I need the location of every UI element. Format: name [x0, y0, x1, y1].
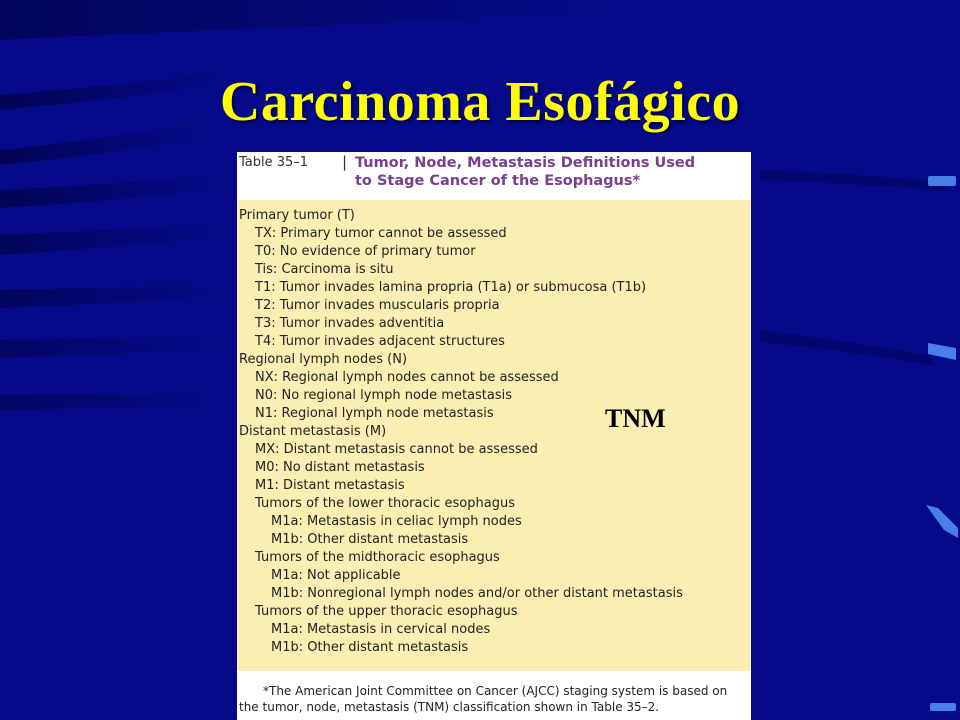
slide-title: Carcinoma Esofágico: [219, 71, 741, 133]
subsection-lower-thoracic: Tumors of the lower thoracic esophagus: [255, 496, 515, 511]
table-row: M1b: Other distant metastasis: [271, 640, 469, 655]
table-number: Table 35–1: [239, 155, 309, 170]
tnm-table-figure: [237, 152, 751, 720]
table-row: M1: Distant metastasis: [255, 478, 405, 493]
section-heading-primary-tumor: Primary tumor (T): [239, 208, 355, 223]
table-row: M1a: Not applicable: [271, 568, 401, 583]
table-row: T2: Tumor invades muscularis propria: [255, 298, 500, 313]
table-caption-line1: Tumor, Node, Metastasis Definitions Used: [355, 155, 696, 171]
table-row: T0: No evidence of primary tumor: [255, 244, 476, 259]
table-row: T4: Tumor invades adjacent structures: [255, 334, 505, 349]
table-row: M1a: Metastasis in cervical nodes: [271, 622, 491, 637]
table-row: M1a: Metastasis in celiac lymph nodes: [271, 514, 522, 529]
table-row: NX: Regional lymph nodes cannot be assessed: [255, 370, 559, 385]
subsection-upper-thoracic: Tumors of the upper thoracic esophagus: [255, 604, 518, 619]
tnm-annotation: TNM: [605, 404, 666, 433]
table-row: T3: Tumor invades adventitia: [255, 316, 445, 331]
table-row: M0: No distant metastasis: [255, 460, 425, 475]
table-header: [237, 152, 751, 200]
section-heading-regional-lymph-nodes: Regional lymph nodes (N): [239, 352, 408, 367]
table-row: TX: Primary tumor cannot be assessed: [255, 226, 507, 241]
subsection-midthoracic: Tumors of the midthoracic esophagus: [255, 550, 500, 565]
table-row: Tis: Carcinoma is situ: [255, 262, 394, 277]
table-row: N0: No regional lymph node metastasis: [255, 388, 513, 403]
table-row: N1: Regional lymph node metastasis: [255, 406, 494, 421]
table-row: M1b: Nonregional lymph nodes and/or other distant metastasis: [271, 586, 683, 601]
table-caption-line2: to Stage Cancer of the Esophagus*: [355, 173, 641, 189]
table-caption: [355, 154, 751, 190]
table-separator: |: [342, 153, 348, 171]
table-row: T1: Tumor invades lamina propria (T1a) or submucosa (T1b): [255, 280, 647, 295]
table-footnote: *The American Joint Committee on Cancer (AJCC) staging system is based on the tumor, node, metastasis (TNM) classification shown in Table 35–2.: [239, 684, 728, 714]
table-row: MX: Distant metastasis cannot be assessed: [255, 442, 538, 457]
table-row: M1b: Other distant metastasis: [271, 532, 469, 547]
section-heading-distant-metastasis: Distant metastasis (M): [239, 424, 387, 439]
